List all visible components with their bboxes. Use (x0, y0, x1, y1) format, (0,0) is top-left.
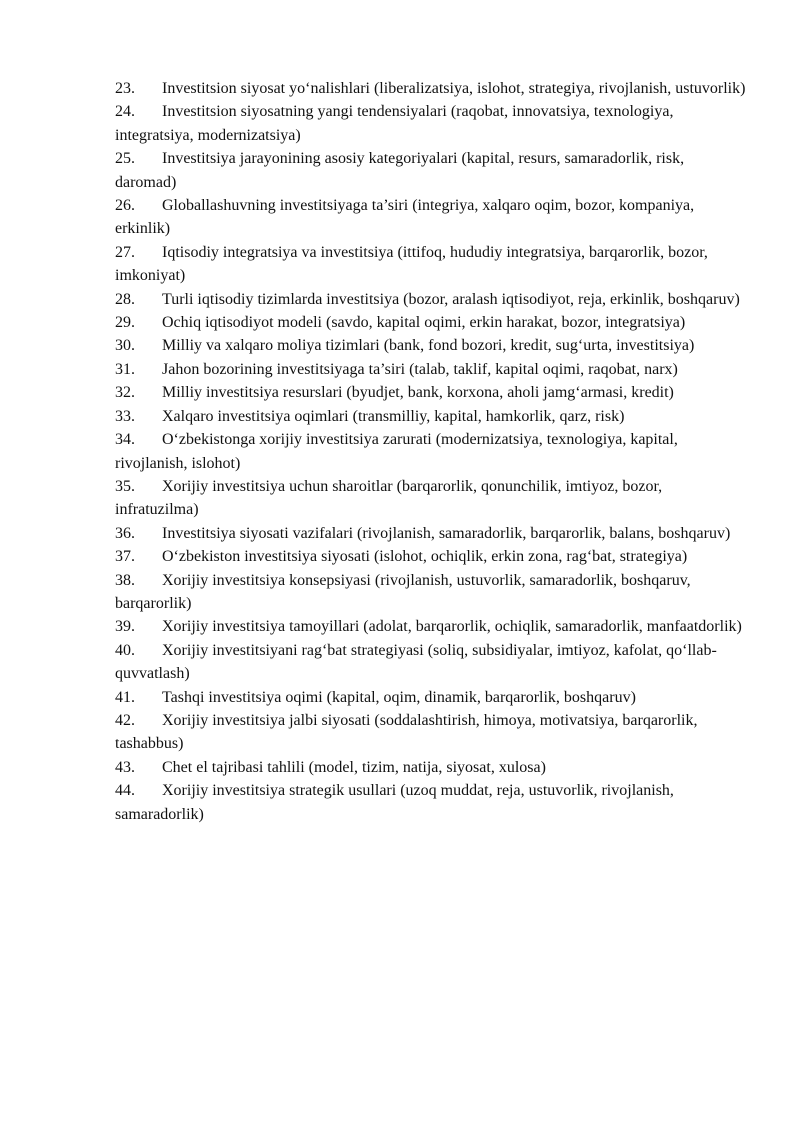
list-item (115, 381, 747, 404)
item-text: Globallashuvning investitsiyaga ta’siri (integriya, xalqaro oqim, bozor, kompaniya, erkinlik) (115, 197, 695, 238)
item-text: Xorijiy investitsiyani rag‘bat strategiyasi (soliq, subsidiyalar, imtiyoz, kafolat, qo‘llab-quvvatlash) (115, 641, 717, 683)
list-item (115, 334, 747, 357)
item-text: Xorijiy investitsiya jalbi siyosati (soddalashtirish, himoya, motivatsiya, barqarorlik, tashabbus) (115, 711, 698, 753)
item-number: 23. (115, 80, 135, 97)
item-number: 41. (115, 688, 135, 706)
item-text: Investitsiya jarayonining asosiy kategoriyalari (kapital, resurs, samaradorlik, risk, daromad) (115, 150, 685, 191)
list-item (115, 569, 747, 616)
item-text: Tashqi investitsiya oqimi (kapital, oqim, dinamik, barqarorlik, boshqaruv) (162, 688, 636, 706)
item-text: O‘zbekistonga xorijiy investitsiya zarurati (modernizatsiya, texnologiya, kapital, rivojlanish, islohot) (115, 431, 678, 472)
list-item (115, 428, 747, 475)
list-item (115, 311, 747, 334)
item-number: 33. (115, 407, 135, 425)
item-number: 39. (115, 618, 135, 636)
item-text: Milliy va xalqaro moliya tizimlari (bank, fond bozori, kredit, sug‘urta, investitsiya) (162, 337, 695, 355)
item-text: Investitsion siyosat yo‘nalishlari (liberalizatsiya, islohot, strategiya, rivojlanish, ustuvorlik) (162, 80, 746, 97)
list-item (115, 77, 747, 100)
list-item (115, 405, 747, 428)
list-item (115, 756, 747, 779)
list-item (115, 475, 747, 522)
item-text: Xalqaro investitsiya oqimlari (transmilliy, kapital, hamkorlik, qarz, risk) (162, 407, 625, 425)
item-text: Xorijiy investitsiya uchun sharoitlar (barqarorlik, qonunchilik, imtiyoz, bozor, infratuzilma) (115, 477, 663, 519)
item-number: 25. (115, 150, 135, 168)
list-item (115, 194, 747, 241)
list-item (115, 358, 747, 381)
list-item (115, 522, 747, 545)
item-number: 32. (115, 384, 135, 402)
item-number: 37. (115, 548, 135, 566)
item-text: Jahon bozorining investitsiyaga ta’siri (talab, taklif, kapital oqimi, raqobat, narx) (162, 360, 678, 378)
list-item (115, 288, 747, 311)
item-text: O‘zbekiston investitsiya siyosati (islohot, ochiqlik, erkin zona, rag‘bat, strategiya) (162, 548, 688, 566)
item-number: 28. (115, 290, 135, 308)
item-number: 43. (115, 758, 135, 776)
item-text: Xorijiy investitsiya konsepsiyasi (rivojlanish, ustuvorlik, samaradorlik, boshqaruv, barqarorlik) (115, 571, 691, 612)
list-item (115, 709, 747, 756)
item-number: 36. (115, 524, 135, 542)
item-number: 24. (115, 103, 135, 121)
list-item (115, 639, 747, 686)
item-number: 34. (115, 431, 135, 449)
item-number: 27. (115, 243, 135, 261)
list-item (115, 100, 747, 147)
document-page (115, 77, 747, 826)
item-text: Chet el tajribasi tahlili (model, tizim, natija, siyosat, xulosa) (162, 758, 546, 776)
item-number: 29. (115, 314, 135, 332)
item-number: 35. (115, 477, 135, 495)
item-number: 42. (115, 711, 135, 729)
item-text: Milliy investitsiya resurslari (byudjet, bank, korxona, aholi jamg‘armasi, kredit) (162, 384, 674, 402)
item-text: Xorijiy investitsiya tamoyillari (adolat, barqarorlik, ochiqlik, samaradorlik, manfaatdorlik) (162, 618, 742, 636)
item-text: Investitsion siyosatning yangi tendensiyalari (raqobat, innovatsiya, texnologiya, integratsiya, modernizatsiya) (115, 103, 674, 144)
item-text: Turli iqtisodiy tizimlarda investitsiya (bozor, aralash iqtisodiyot, reja, erkinlik, boshqaruv) (162, 290, 740, 308)
item-text: Xorijiy investitsiya strategik usullari (uzoq muddat, reja, ustuvorlik, rivojlanish, samaradorlik) (115, 782, 674, 823)
item-number: 31. (115, 360, 135, 378)
item-text: Iqtisodiy integratsiya va investitsiya (ittifoq, hududiy integratsiya, barqarorlik, bozor, imkoniyat) (115, 243, 708, 285)
item-number: 38. (115, 571, 135, 589)
item-number: 40. (115, 641, 135, 659)
list-item (115, 241, 747, 288)
item-text: Ochiq iqtisodiyot modeli (savdo, kapital oqimi, erkin harakat, bozor, integratsiya) (162, 314, 686, 332)
list-item (115, 545, 747, 568)
list-item (115, 615, 747, 638)
list-item (115, 779, 747, 826)
item-number: 30. (115, 337, 135, 355)
item-number: 26. (115, 197, 135, 215)
list-item (115, 686, 747, 709)
list-item (115, 147, 747, 194)
item-number: 44. (115, 782, 135, 800)
item-text: Investitsiya siyosati vazifalari (rivojlanish, samaradorlik, barqarorlik, balans, boshqaruv) (162, 524, 731, 542)
